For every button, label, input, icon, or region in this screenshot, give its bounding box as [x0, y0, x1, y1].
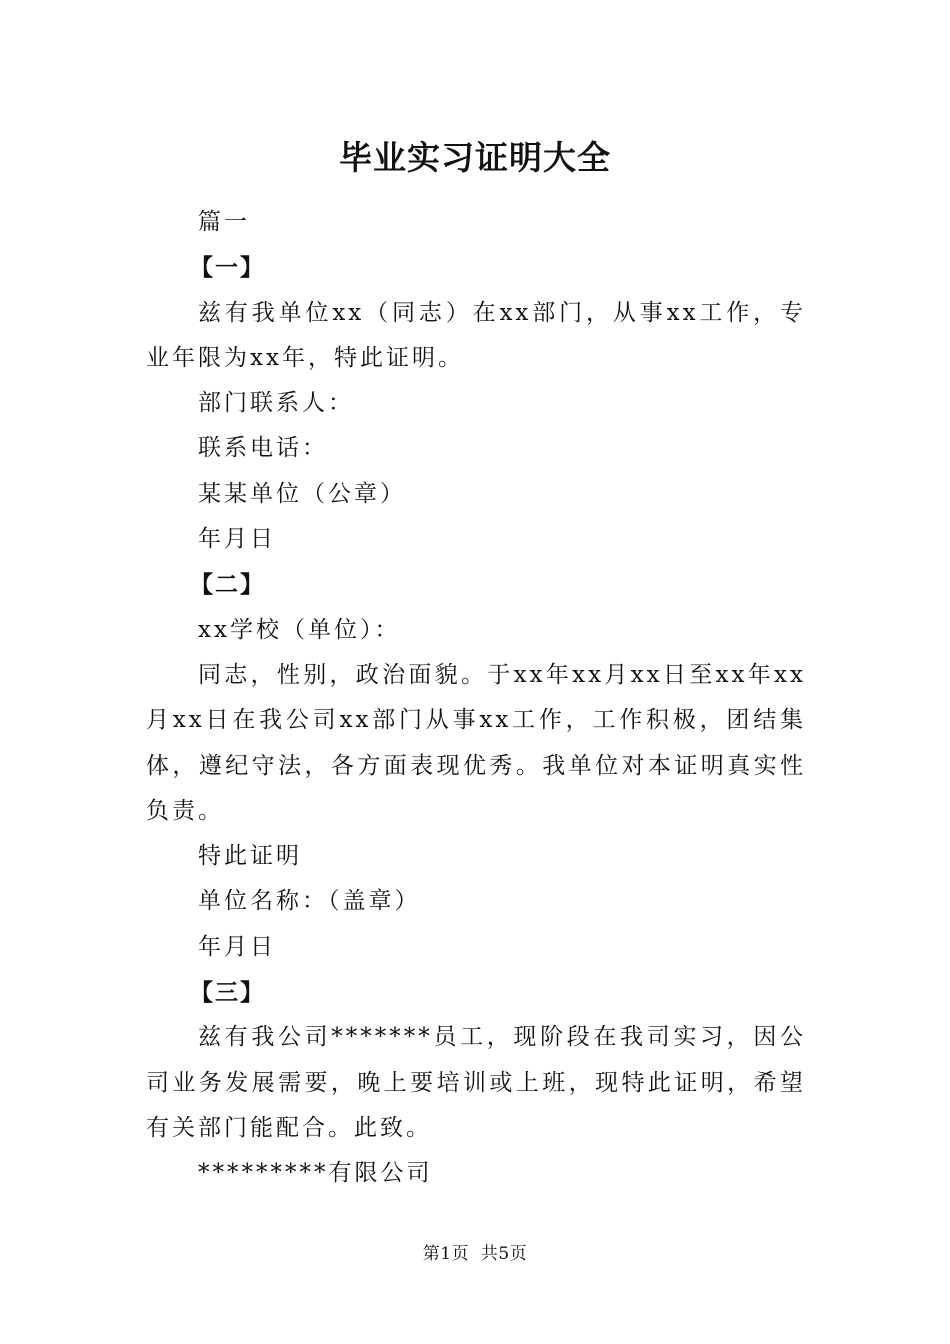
paragraph-certificate-3: 兹有我公司*******员工，现阶段在我司实习，因公司业务发展需要，晚上要培训或上班，现特此证明，希望有关部门能配合。此致。	[146, 1024, 806, 1141]
paragraph-certificate-1: 兹有我单位xx（同志）在xx部门，从事xx工作，专业年限为xx年，特此证明。	[146, 299, 806, 371]
certify-line: 特此证明	[198, 843, 302, 870]
unit-name-seal-line: 单位名称：（盖章）	[198, 888, 421, 915]
company-name-line: *********有限公司	[198, 1160, 433, 1187]
contact-phone-line: 联系电话：	[198, 435, 328, 462]
label-pian-yi: 篇一	[198, 209, 250, 235]
date-line-1: 年月日	[198, 526, 276, 553]
paragraph-certificate-2: 同志，性别，政治面貌。于xx年xx月xx日至xx年xx月xx日在我公司xx部门从事xx工作，工作积极，团结集体，遵纪守法，各方面表现优秀。我单位对本证明真实性负责。	[146, 661, 806, 824]
page-footer: 第1页 共5页	[422, 1244, 528, 1264]
section-heading-2: 【二】	[190, 571, 265, 599]
contact-person-line: 部门联系人：	[198, 390, 354, 417]
section-heading-1: 【一】	[190, 254, 265, 282]
issuer-seal-line: 某某单位（公章）	[198, 480, 406, 507]
addressee-line: xx学校（单位）：	[198, 616, 401, 643]
document-body	[146, 200, 806, 1197]
section-heading-3: 【三】	[190, 979, 265, 1007]
document-title: 毕业实习证明大全	[339, 138, 611, 177]
date-line-2: 年月日	[198, 933, 276, 960]
